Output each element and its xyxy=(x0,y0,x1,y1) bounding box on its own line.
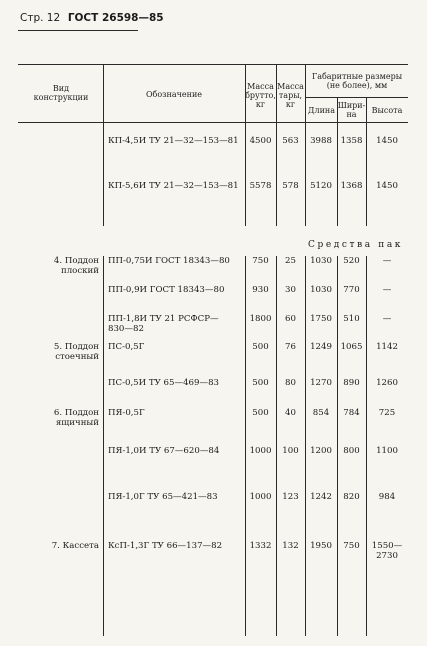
row-height: 1100 xyxy=(376,446,398,456)
row-gross: 4500 xyxy=(249,136,272,146)
header-width: Шири- на xyxy=(337,101,366,119)
row-gross: 500 xyxy=(252,342,269,352)
row-width: 520 xyxy=(343,256,360,266)
header-kind: Вид конструкции xyxy=(33,84,89,102)
row-length: 1270 xyxy=(310,378,332,388)
row-designation: КП-4,5И ТУ 21—32—153—81 xyxy=(108,136,239,146)
row-kind: 4. Поддон плоский xyxy=(53,256,99,276)
row-gross: 750 xyxy=(252,256,269,266)
row-tare: 100 xyxy=(282,446,299,456)
header-designation: Обозначение xyxy=(145,90,203,99)
row-tare: 25 xyxy=(285,256,296,266)
header-underline xyxy=(18,30,138,31)
row-tare: 132 xyxy=(282,541,299,551)
row-height: 1142 xyxy=(376,342,398,352)
row-height: 1450 xyxy=(376,136,398,146)
row-kind: 7. Кассета xyxy=(51,541,99,551)
row-width: 800 xyxy=(343,446,360,456)
row-gross: 930 xyxy=(252,285,269,295)
table-top-rule xyxy=(18,64,408,65)
row-height: — xyxy=(382,285,392,295)
row-designation: ПС-0,5Г xyxy=(108,342,145,352)
row-height: 1450 xyxy=(376,181,398,191)
row-designation: ПП-0,9И ГОСТ 18343—80 xyxy=(108,285,225,295)
row-gross: 1332 xyxy=(249,541,272,551)
row-gross: 500 xyxy=(252,408,269,418)
row-designation: ПП-0,75И ГОСТ 18343—80 xyxy=(108,256,230,266)
row-gross: 500 xyxy=(252,378,269,388)
page-label: Стр. 12 xyxy=(20,12,61,24)
row-gross: 1000 xyxy=(249,492,272,502)
table-header-rule xyxy=(18,122,408,123)
header-mass-gross: Масса брутто, кг xyxy=(245,82,276,109)
col-sep-1b xyxy=(103,256,104,636)
row-width: 510 xyxy=(343,314,360,324)
row-length: 1030 xyxy=(310,256,332,266)
row-tare: 80 xyxy=(285,378,296,388)
col-sep-1 xyxy=(103,64,104,226)
row-length: 1200 xyxy=(310,446,332,456)
row-height: — xyxy=(382,314,392,324)
row-height: — xyxy=(382,256,392,266)
row-designation: ПЯ-1,0Г ТУ 65—421—83 xyxy=(108,492,218,502)
header-length: Длина xyxy=(307,106,336,115)
row-kind: 6. Поддон ящичный xyxy=(53,408,99,428)
row-length: 1030 xyxy=(310,285,332,295)
row-length: 1950 xyxy=(310,541,332,551)
row-width: 750 xyxy=(343,541,360,551)
row-designation: КсП-1,3Г ТУ 66—137—82 xyxy=(108,541,223,551)
row-designation: КП-5,6И ТУ 21—32—153—81 xyxy=(108,181,239,191)
row-tare: 30 xyxy=(285,285,296,295)
page-header xyxy=(20,12,164,24)
row-width: 1358 xyxy=(340,136,363,146)
row-designation: ПЯ-1,0И ТУ 67—620—84 xyxy=(108,446,220,456)
row-tare: 563 xyxy=(282,136,299,146)
header-dims-group: Габаритные размеры (не более), мм xyxy=(311,72,403,90)
row-height: 725 xyxy=(378,408,396,418)
standard-number: ГОСТ 26598—85 xyxy=(67,12,164,24)
row-length: 854 xyxy=(312,408,330,418)
row-width: 820 xyxy=(343,492,360,502)
row-length: 1249 xyxy=(310,342,332,352)
row-length: 3988 xyxy=(310,136,332,146)
row-width: 890 xyxy=(343,378,360,388)
header-mass-tare: Масса тары, кг xyxy=(277,82,304,109)
dims-sub-rule xyxy=(305,97,408,98)
row-height: 1260 xyxy=(376,378,398,388)
row-width: 1368 xyxy=(340,181,363,191)
row-kind: 5. Поддон стоечный xyxy=(53,342,99,362)
row-height: 1550— 2730 xyxy=(371,541,403,561)
row-tare: 76 xyxy=(285,342,296,352)
row-length: 5120 xyxy=(310,181,332,191)
row-length: 1750 xyxy=(310,314,332,324)
row-designation: ПС-0,5И ТУ 65—469—83 xyxy=(108,378,220,388)
row-width: 784 xyxy=(343,408,360,418)
row-tare: 40 xyxy=(285,408,296,418)
row-designation: ПП-1,8И ТУ 21 РСФСР— 830—82 xyxy=(108,314,219,334)
row-gross: 5578 xyxy=(249,181,272,191)
row-gross: 1000 xyxy=(249,446,272,456)
header-height: Высота xyxy=(371,106,403,115)
row-tare: 60 xyxy=(285,314,296,324)
col-sep-6 xyxy=(366,97,367,226)
row-gross: 1800 xyxy=(249,314,272,324)
row-length: 1242 xyxy=(310,492,332,502)
row-height: 984 xyxy=(378,492,396,502)
row-width: 770 xyxy=(343,285,360,295)
row-tare: 123 xyxy=(282,492,299,502)
row-tare: 578 xyxy=(282,181,299,191)
row-designation: ПЯ-0,5Г xyxy=(108,408,145,418)
section-title: Средства пак xyxy=(308,240,404,250)
row-width: 1065 xyxy=(340,342,363,352)
